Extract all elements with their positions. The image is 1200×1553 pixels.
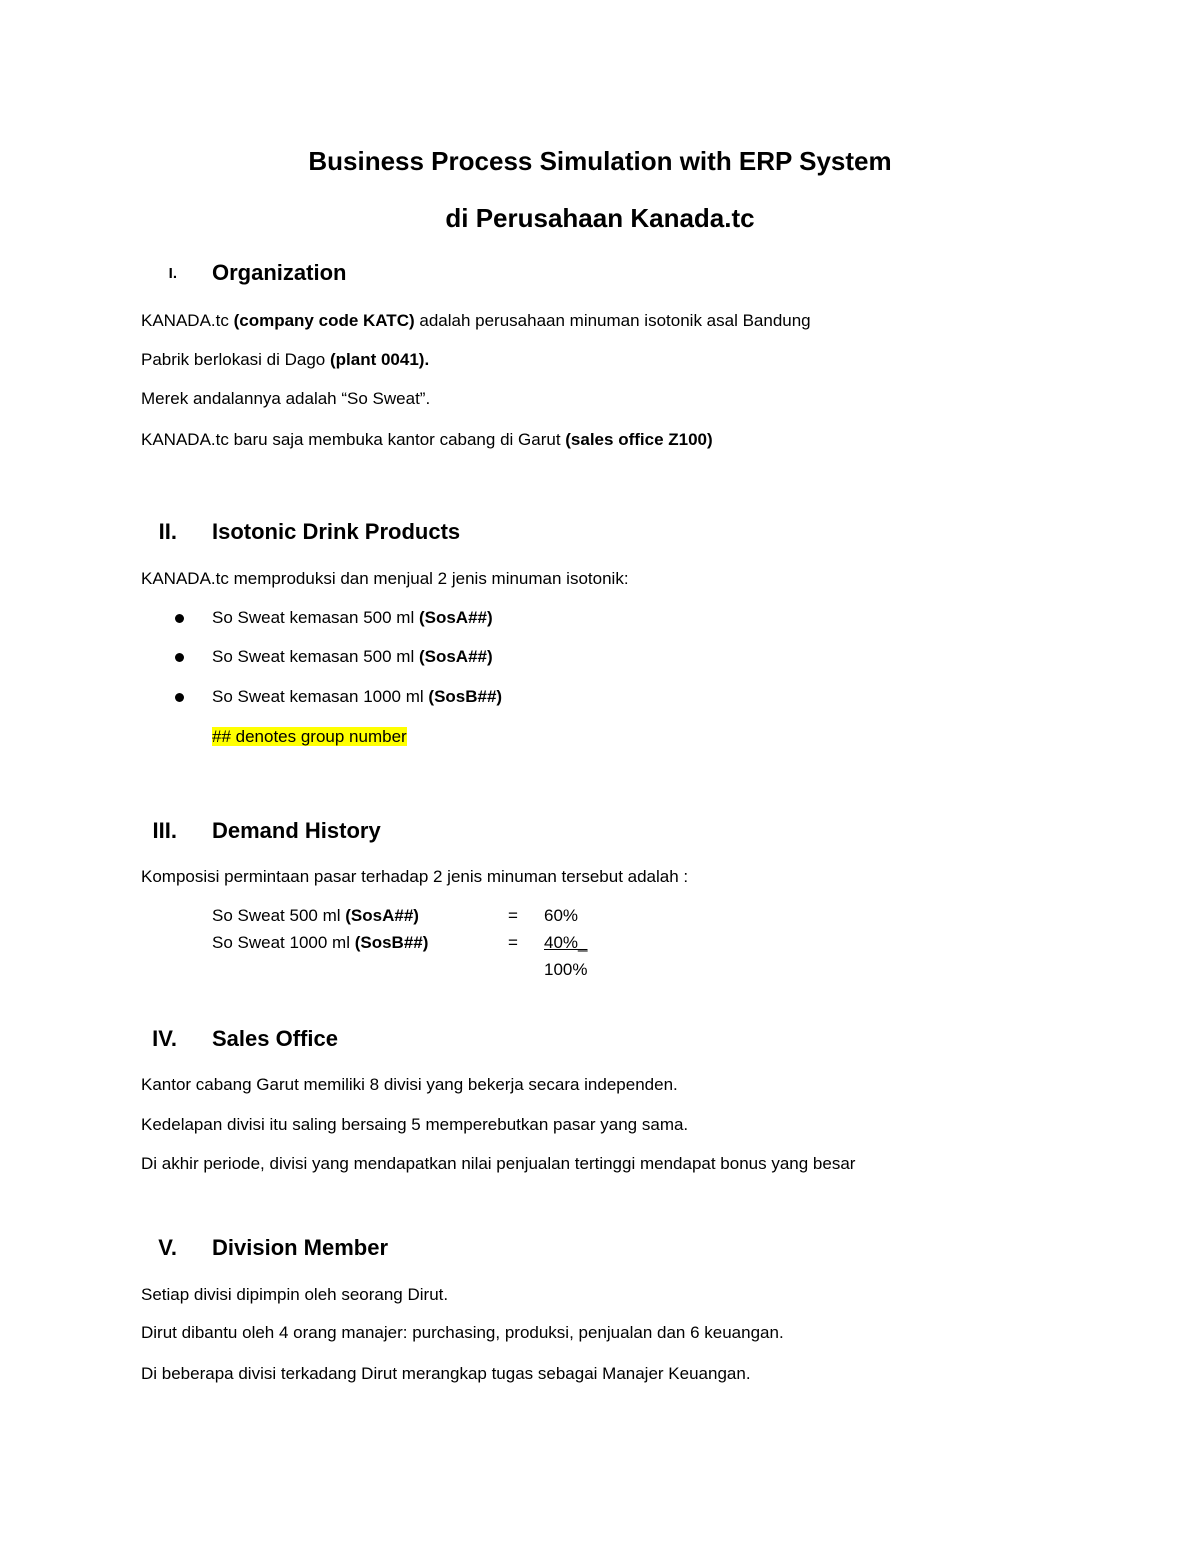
products-intro: KANADA.tc memproduksi dan menjual 2 jenis minuman isotonik:: [141, 569, 629, 588]
demand-total: 100%: [544, 960, 588, 979]
product-code: (SosB##): [428, 687, 503, 706]
demand-row-name: [212, 906, 419, 926]
section-heading-organization: Organization: [212, 260, 347, 285]
sales-paragraph-3: Di akhir periode, divisi yang mendapatkan nilai penjualan tertinggi mendapat bonus yang besar: [141, 1154, 856, 1173]
section-heading-sales: Sales Office: [212, 1026, 338, 1051]
organization-paragraph-2: [141, 350, 429, 370]
product-code: (SosA##): [418, 608, 493, 627]
text-span: KANADA.tc: [141, 311, 234, 330]
section-heading-products: Isotonic Drink Products: [212, 519, 461, 544]
organization-paragraph-1: [141, 311, 811, 331]
text-span: So Sweat kemasan 500 ml: [212, 647, 419, 666]
sales-paragraph-2: Kedelapan divisi itu saling bersaing 5 memperebutkan pasar yang sama.: [141, 1115, 689, 1134]
text-span: So Sweat 500 ml: [212, 906, 346, 925]
organization-paragraph-4: [141, 430, 713, 450]
demand-row-name: [212, 933, 428, 953]
product-code: (SosA##): [418, 647, 493, 666]
bullet-icon: [175, 653, 184, 662]
product-code: (SosA##): [345, 906, 419, 925]
highlighted-text: ## denotes group number: [212, 727, 407, 746]
section-heading-division: Division Member: [212, 1235, 389, 1260]
product-code: (SosB##): [354, 933, 429, 952]
group-number-note: [212, 727, 407, 747]
text-span: So Sweat kemasan 500 ml: [212, 608, 419, 627]
text-span: adalah perusahaan minuman isotonik asal Bandung: [414, 311, 811, 330]
bullet-icon: [175, 614, 184, 623]
text-span: So Sweat kemasan 1000 ml: [212, 687, 429, 706]
document-subtitle: di Perusahaan Kanada.tc: [445, 203, 755, 233]
section-number-division: V.: [158, 1235, 177, 1260]
division-paragraph-1: Setiap divisi dipimpin oleh seorang Dirut.: [141, 1285, 449, 1304]
equals-sign: =: [508, 906, 518, 925]
bullet-icon: [175, 693, 184, 702]
product-list-item: [212, 608, 493, 628]
division-paragraph-3: Di beberapa divisi terkadang Dirut merangkap tugas sebagai Manajer Keuangan.: [141, 1364, 751, 1383]
section-number-demand: III.: [152, 818, 177, 843]
demand-intro: Komposisi permintaan pasar terhadap 2 jenis minuman tersebut adalah :: [141, 867, 689, 886]
sales-office-code-text: (sales office Z100): [565, 430, 713, 449]
section-number-sales: IV.: [152, 1026, 177, 1051]
organization-paragraph-3: Merek andalannya adalah “So Sweat”.: [141, 389, 431, 408]
product-list-item: [212, 647, 493, 667]
sales-paragraph-1: Kantor cabang Garut memiliki 8 divisi yang bekerja secara independen.: [141, 1075, 678, 1094]
demand-percentage: 60%: [544, 906, 579, 925]
company-code-text: (company code KATC): [233, 311, 415, 330]
demand-percentage: 40%_: [544, 933, 588, 952]
document-title: Business Process Simulation with ERP System: [308, 146, 892, 176]
product-list-item: [212, 687, 502, 707]
section-number-products: II.: [158, 519, 177, 544]
equals-sign: =: [508, 933, 518, 952]
section-heading-demand: Demand History: [212, 818, 381, 843]
text-span: KANADA.tc baru saja membuka kantor cabang di Garut: [141, 430, 566, 449]
division-paragraph-2: Dirut dibantu oleh 4 orang manajer: purchasing, produksi, penjualan dan 6 keuangan.: [141, 1323, 784, 1342]
text-span: Pabrik berlokasi di Dago: [141, 350, 330, 369]
text-span: So Sweat 1000 ml: [212, 933, 355, 952]
plant-code-text: (plant 0041).: [329, 350, 430, 369]
section-number-organization: I.: [168, 265, 177, 282]
